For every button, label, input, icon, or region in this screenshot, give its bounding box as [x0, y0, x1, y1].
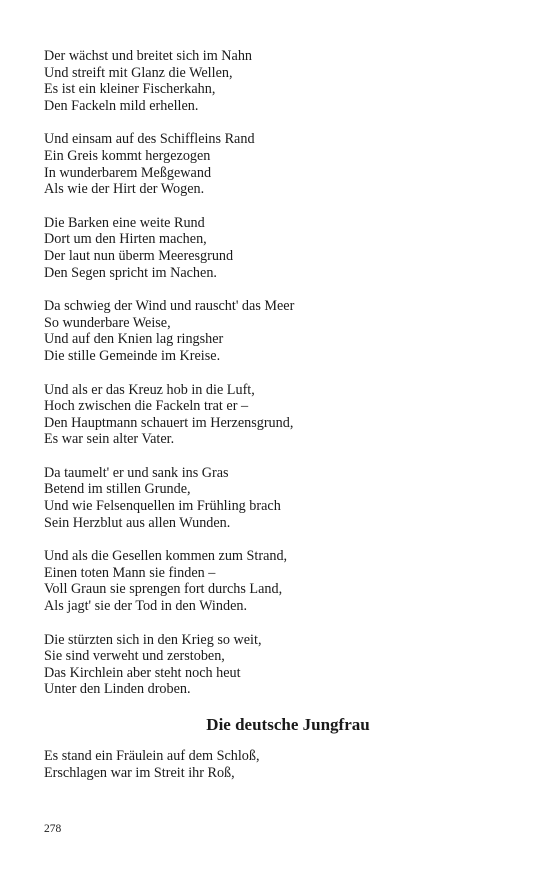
verse-line: Der wächst und breitet sich im Nahn — [44, 48, 253, 64]
stanza — [44, 632, 514, 698]
verse-line: Da schwieg der Wind und rauscht' das Meer — [44, 298, 295, 315]
verse-line: Erschlagen war im Streit ihr Roß, — [44, 764, 235, 781]
verse-line: So wunderbare Weise, — [44, 314, 171, 331]
stanza — [44, 465, 514, 531]
verse-line: Es stand ein Fräulein auf dem Schloß, — [44, 748, 260, 764]
verse-line: Sie sind verweht und zerstoben, — [44, 648, 225, 665]
verse-line: Und wie Felsenquellen im Frühling brach — [44, 498, 281, 515]
verse-line: Voll Graun sie sprengen fort durchs Land, — [44, 581, 283, 598]
verse-line: Die stürzten sich in den Krieg so weit, — [44, 631, 262, 648]
verse-line: Und auf den Knien lag ringsher — [44, 331, 224, 348]
page-number: 278 — [44, 823, 62, 835]
verse-line: Es war sein alter Vater. — [44, 431, 175, 448]
verse-line: Einen toten Mann sie finden – — [44, 564, 216, 581]
verse-line: Die Barken eine weite Rund — [44, 214, 205, 231]
verse-line: Sein Herzblut aus allen Wunden. — [44, 514, 231, 531]
verse-line: Betend im stillen Grunde, — [44, 481, 191, 498]
stanza — [44, 298, 514, 364]
verse-line: Und als die Gesellen kommen zum Strand, — [44, 548, 288, 565]
stanza — [44, 48, 514, 114]
verse-line: Und als er das Kreuz hob in die Luft, — [44, 381, 255, 398]
verse-line: Da taumelt' er und sank ins Gras — [44, 464, 229, 481]
verse-line: Und einsam auf des Schiffleins Rand — [44, 131, 255, 148]
verse-line: Unter den Linden droben. — [44, 681, 191, 698]
stanza — [44, 215, 514, 281]
stanza — [44, 548, 514, 614]
next-poem-lines — [44, 748, 514, 781]
verse-line: Der laut nun überm Meeresgrund — [44, 247, 234, 264]
verse-line: Das Kirchlein aber steht noch heut — [44, 664, 241, 681]
page-content — [44, 48, 514, 781]
verse-line: Den Segen spricht im Nachen. — [44, 264, 217, 281]
verse-line: Und streift mit Glanz die Wellen, — [44, 64, 233, 81]
stanza — [44, 382, 514, 448]
verse-line: Als jagt' sie der Tod in den Winden. — [44, 598, 248, 615]
verse-line: Als wie der Hirt der Wogen. — [44, 181, 205, 198]
poem-stanzas — [44, 48, 514, 698]
verse-line: In wunderbarem Meßgewand — [44, 164, 212, 181]
verse-line: Es ist ein kleiner Fischerkahn, — [44, 81, 216, 98]
verse-line: Ein Greis kommt hergezogen — [44, 147, 211, 164]
verse-line: Hoch zwischen die Fackeln trat er – — [44, 398, 249, 415]
stanza — [44, 131, 514, 197]
verse-line: Den Hauptmann schauert im Herzensgrund, — [44, 414, 294, 431]
poem-title: Die deutsche Jungfrau — [206, 715, 370, 734]
verse-line: Den Fackeln mild erhellen. — [44, 97, 199, 114]
verse-line: Die stille Gemeinde im Kreise. — [44, 347, 221, 364]
verse-line: Dort um den Hirten machen, — [44, 231, 207, 248]
